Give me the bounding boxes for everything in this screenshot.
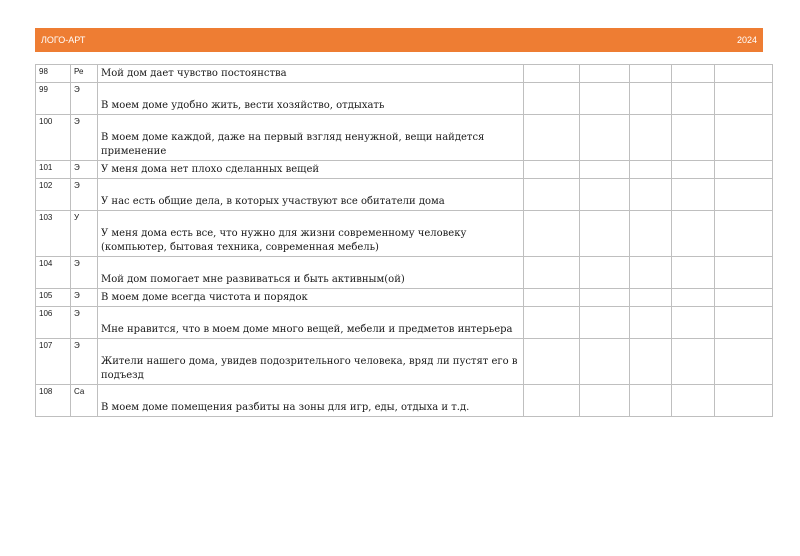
answer-cell-1[interactable] — [524, 307, 580, 339]
answer-cell-5[interactable] — [715, 161, 773, 179]
answer-cell-3[interactable] — [630, 385, 672, 417]
item-number: 107 — [36, 339, 71, 385]
item-number: 106 — [36, 307, 71, 339]
answer-cell-1[interactable] — [524, 83, 580, 115]
statement-cell — [98, 179, 524, 211]
answer-cell-1[interactable] — [524, 257, 580, 289]
table-row — [36, 115, 773, 161]
statement-text: В моем доме удобно жить, вести хозяйство, отдыхать — [101, 100, 385, 111]
answer-cell-2[interactable] — [580, 289, 630, 307]
scale-code: Э — [71, 115, 98, 161]
scale-code: Са — [71, 385, 98, 417]
answer-cell-1[interactable] — [524, 211, 580, 257]
statement-cell — [98, 257, 524, 289]
answer-cell-1[interactable] — [524, 339, 580, 385]
answer-cell-5[interactable] — [715, 385, 773, 417]
answer-cell-5[interactable] — [715, 339, 773, 385]
statement-cell — [98, 83, 524, 115]
answer-cell-4[interactable] — [672, 179, 715, 211]
answer-cell-3[interactable] — [630, 83, 672, 115]
answer-cell-2[interactable] — [580, 179, 630, 211]
brand-label: ЛОГО-АРТ — [41, 35, 86, 45]
table-row — [36, 339, 773, 385]
answer-cell-5[interactable] — [715, 307, 773, 339]
answer-cell-2[interactable] — [580, 161, 630, 179]
answer-cell-4[interactable] — [672, 211, 715, 257]
item-number: 99 — [36, 83, 71, 115]
answer-cell-1[interactable] — [524, 65, 580, 83]
answer-cell-3[interactable] — [630, 211, 672, 257]
item-number: 102 — [36, 179, 71, 211]
answer-cell-2[interactable] — [580, 257, 630, 289]
table-row — [36, 65, 773, 83]
answer-cell-2[interactable] — [580, 339, 630, 385]
answer-cell-2[interactable] — [580, 65, 630, 83]
scale-code: Э — [71, 83, 98, 115]
statement-cell — [98, 289, 524, 307]
answer-cell-1[interactable] — [524, 179, 580, 211]
item-number: 104 — [36, 257, 71, 289]
answer-cell-5[interactable] — [715, 65, 773, 83]
answer-cell-3[interactable] — [630, 179, 672, 211]
answer-cell-5[interactable] — [715, 115, 773, 161]
scale-code: Э — [71, 289, 98, 307]
scale-code: Э — [71, 179, 98, 211]
item-number: 101 — [36, 161, 71, 179]
answer-cell-3[interactable] — [630, 307, 672, 339]
answer-cell-5[interactable] — [715, 289, 773, 307]
answer-cell-2[interactable] — [580, 115, 630, 161]
answer-cell-4[interactable] — [672, 385, 715, 417]
statement-text: Мне нравится, что в моем доме много вещей, мебели и предметов интерьера — [101, 324, 513, 335]
statement-text: Жители нашего дома, увидев подозрительного человека, вряд ли пустят его в подъезд — [101, 356, 518, 381]
scale-code: Э — [71, 307, 98, 339]
scale-code: Э — [71, 257, 98, 289]
page-header — [35, 28, 763, 52]
table-row — [36, 161, 773, 179]
statement-cell — [98, 115, 524, 161]
table-row — [36, 179, 773, 211]
answer-cell-3[interactable] — [630, 65, 672, 83]
answer-cell-1[interactable] — [524, 161, 580, 179]
answer-cell-4[interactable] — [672, 115, 715, 161]
statement-text: У меня дома есть все, что нужно для жизни современному человеку (компьютер, бытовая техника, современная мебель) — [101, 228, 467, 253]
survey-rows — [36, 65, 773, 417]
answer-cell-5[interactable] — [715, 83, 773, 115]
table-row — [36, 257, 773, 289]
statement-text: Мой дом дает чувство постоянства — [101, 68, 287, 79]
scale-code: Ре — [71, 65, 98, 83]
statement-text: В моем доме всегда чистота и порядок — [101, 292, 308, 303]
answer-cell-5[interactable] — [715, 211, 773, 257]
statement-text: У нас есть общие дела, в которых участвуют все обитатели дома — [101, 196, 445, 207]
answer-cell-1[interactable] — [524, 385, 580, 417]
statement-text: Мой дом помогает мне развиваться и быть активным(ой) — [101, 274, 405, 285]
item-number: 100 — [36, 115, 71, 161]
answer-cell-3[interactable] — [630, 289, 672, 307]
statement-cell — [98, 211, 524, 257]
answer-cell-2[interactable] — [580, 385, 630, 417]
answer-cell-1[interactable] — [524, 115, 580, 161]
scale-code: У — [71, 211, 98, 257]
survey-table — [35, 64, 773, 417]
statement-cell — [98, 339, 524, 385]
statement-text: У меня дома нет плохо сделанных вещей — [101, 164, 320, 175]
statement-text: В моем доме каждой, даже на первый взгляд ненужной, вещи найдется применение — [101, 132, 485, 157]
table-row — [36, 289, 773, 307]
item-number: 98 — [36, 65, 71, 83]
answer-cell-2[interactable] — [580, 83, 630, 115]
answer-cell-3[interactable] — [630, 115, 672, 161]
item-number: 105 — [36, 289, 71, 307]
statement-cell — [98, 65, 524, 83]
statement-text: В моем доме помещения разбиты на зоны для игр, еды, отдыха и т.д. — [101, 402, 470, 413]
table-row — [36, 385, 773, 417]
answer-cell-2[interactable] — [580, 211, 630, 257]
answer-cell-4[interactable] — [672, 257, 715, 289]
answer-cell-4[interactable] — [672, 65, 715, 83]
answer-cell-3[interactable] — [630, 339, 672, 385]
scale-code: Э — [71, 339, 98, 385]
item-number: 108 — [36, 385, 71, 417]
answer-cell-4[interactable] — [672, 161, 715, 179]
answer-cell-3[interactable] — [630, 257, 672, 289]
answer-cell-5[interactable] — [715, 179, 773, 211]
answer-cell-2[interactable] — [580, 307, 630, 339]
answer-cell-3[interactable] — [630, 161, 672, 179]
table-row — [36, 211, 773, 257]
answer-cell-5[interactable] — [715, 257, 773, 289]
statement-cell — [98, 307, 524, 339]
answer-cell-4[interactable] — [672, 339, 715, 385]
answer-cell-4[interactable] — [672, 289, 715, 307]
item-number: 103 — [36, 211, 71, 257]
statement-cell — [98, 161, 524, 179]
scale-code: Э — [71, 161, 98, 179]
answer-cell-4[interactable] — [672, 307, 715, 339]
table-row — [36, 83, 773, 115]
answer-cell-1[interactable] — [524, 289, 580, 307]
table-row — [36, 307, 773, 339]
year-label: 2024 — [736, 35, 757, 45]
statement-cell — [98, 385, 524, 417]
answer-cell-4[interactable] — [672, 83, 715, 115]
